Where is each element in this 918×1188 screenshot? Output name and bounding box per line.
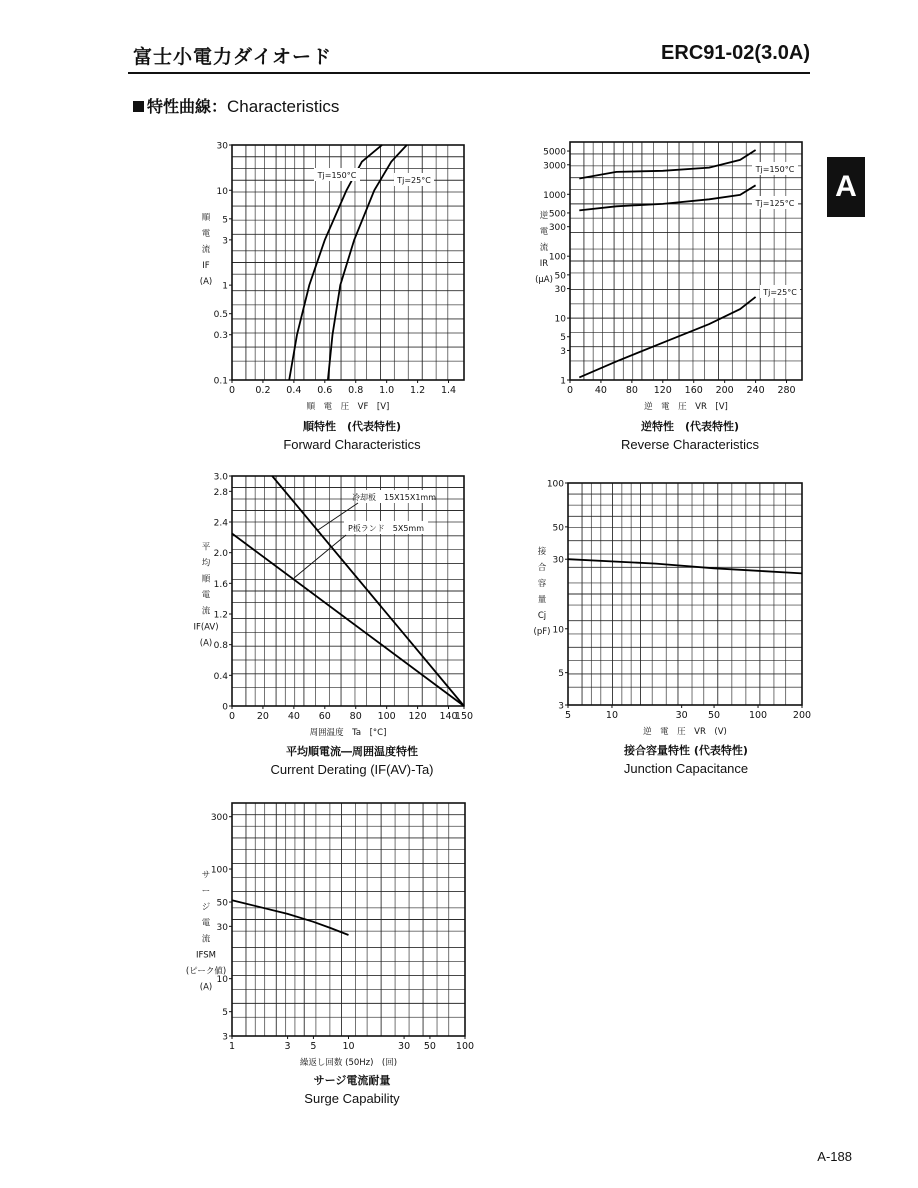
y-tick-label: 50 (552, 523, 564, 534)
forward-ylabel: (A) (199, 277, 213, 288)
capacitance-grid (568, 483, 802, 705)
derating-caption (222, 743, 482, 779)
x-tick-label: 50 (708, 710, 721, 721)
derating-ylabel: (A) (199, 638, 213, 649)
x-tick-label: 0 (566, 385, 574, 396)
y-tick-label: 100 (548, 252, 566, 263)
section-tab: A (827, 157, 865, 217)
y-tick-label: 30 (552, 555, 564, 566)
surge-caption-en: Surge Capability (304, 1091, 400, 1106)
x-tick-label: 0.2 (255, 385, 271, 396)
x-tick-label: 80 (625, 385, 638, 396)
y-tick-label: 1000 (543, 190, 566, 201)
derating-ylabel: 平 (201, 542, 211, 553)
y-tick-label: 10 (216, 186, 228, 197)
reverse-ylabel: 逆 (539, 211, 549, 222)
x-tick-label: 150 (454, 711, 474, 722)
x-tick-label: 100 (377, 711, 396, 722)
section-title-jp: 特性曲線： (147, 97, 228, 116)
reverse-caption-en: Reverse Characteristics (621, 437, 759, 452)
x-tick-label: 80 (349, 711, 362, 722)
y-tick-label: 3 (560, 346, 566, 357)
surge-series-line (232, 900, 349, 935)
x-tick-label: 60 (318, 711, 331, 722)
surge-ylabel: 電 (201, 918, 211, 929)
surge-grid (232, 803, 465, 1036)
reverse-chart (535, 142, 802, 412)
surge-ylabel: サ (201, 870, 211, 881)
surge-ylabel: ー (201, 886, 211, 897)
x-tick-label: 1.0 (379, 385, 395, 396)
capacitance-ylabel: 合 (537, 563, 547, 574)
forward-caption-jp: 順特性 (代表特性) (302, 420, 402, 433)
capacitance-series-line (568, 559, 802, 573)
y-tick-label: 5000 (543, 147, 566, 158)
x-tick-label: 1.4 (440, 385, 457, 396)
y-tick-label: 5 (222, 215, 228, 226)
reverse-ylabel: 流 (539, 243, 549, 254)
y-tick-label: 0.3 (213, 331, 228, 342)
x-tick-label: 200 (715, 385, 734, 396)
y-tick-label: 3.0 (213, 472, 228, 483)
y-tick-label: 5 (558, 669, 564, 680)
capacitance-ylabel: 接 (537, 547, 547, 558)
forward-caption (232, 418, 472, 454)
forward-xlabel: 順 電 圧 VF [V] (306, 402, 390, 412)
x-tick-label: 240 (746, 385, 765, 396)
page-number: A-188 (817, 1149, 852, 1164)
forward-ylabel: IF (202, 261, 210, 272)
series-label: Tj=150°C (317, 171, 357, 180)
y-tick-label: 3 (222, 236, 228, 247)
section-title-en: Characteristics (227, 97, 340, 116)
surge-ylabel: 流 (201, 934, 211, 945)
reverse-caption-jp: 逆特性 (代表特性) (640, 420, 740, 433)
capacitance-caption-en: Junction Capacitance (623, 761, 749, 776)
x-tick-label: 40 (287, 711, 300, 722)
series-label: Tj=25°C (763, 288, 797, 297)
derating-ylabel: IF(AV) (193, 622, 219, 633)
x-tick-label: 5 (310, 1041, 317, 1052)
capacitance-caption-jp: 接合容量特性 (代表特性) (624, 744, 748, 757)
surge-caption-jp: サージ電流耐量 (313, 1074, 391, 1087)
y-tick-label: 5 (222, 1008, 228, 1019)
x-tick-label: 30 (675, 710, 688, 721)
forward-ylabel: 順 (201, 213, 211, 224)
y-tick-label: 50 (554, 271, 566, 282)
y-tick-label: 2.0 (213, 549, 228, 560)
derating-xlabel: 周囲温度 Ta [°C] (309, 728, 387, 738)
y-tick-label: 0.1 (213, 376, 228, 387)
derating-caption-jp: 平均順電流―周囲温度特性 (286, 745, 418, 758)
reverse-ylabel: (μA) (535, 275, 553, 286)
derating-ylabel: 均 (201, 558, 211, 569)
part-number: ERC91-02(3.0A) (661, 42, 810, 64)
y-tick-label: 500 (548, 209, 566, 220)
capacitance-xlabel: 逆 電 圧 VR (V) (643, 727, 727, 737)
y-tick-label: 10 (554, 314, 566, 325)
x-tick-label: 5 (564, 710, 572, 721)
x-tick-label: 20 (256, 711, 269, 722)
series-label: Tj=150°C (755, 165, 795, 174)
forward-caption-en: Forward Characteristics (283, 437, 421, 452)
y-tick-label: 10 (552, 625, 564, 636)
derating-series-line (232, 534, 464, 707)
x-tick-label: 10 (605, 710, 619, 721)
surge-ylabel: (ピーク値) (185, 966, 227, 977)
reverse-caption (570, 418, 810, 454)
y-tick-label: 3000 (543, 161, 566, 172)
y-tick-label: 100 (210, 865, 228, 876)
x-tick-label: 160 (684, 385, 703, 396)
x-tick-label: 1 (228, 1041, 236, 1052)
forward-ylabel: 電 (201, 229, 211, 240)
x-tick-label: 0 (228, 385, 236, 396)
reverse-xlabel: 逆 電 圧 VR [V] (644, 402, 728, 412)
capacitance-ylabel: 量 (537, 595, 547, 606)
x-tick-label: 3 (284, 1041, 291, 1052)
derating-grid (232, 476, 464, 706)
capacitance-chart (534, 480, 812, 738)
capacitance-caption (566, 742, 806, 778)
series-label: Tj=25°C (397, 176, 431, 185)
surge-ylabel: (A) (199, 982, 213, 993)
x-tick-label: 0.4 (286, 385, 302, 396)
reverse-ylabel: IR (539, 259, 549, 270)
series-label: Tj=125°C (755, 199, 795, 208)
y-tick-label: 0.4 (213, 671, 228, 682)
surge-xlabel: 繰返し回数 (50Hz) (回) (299, 1058, 398, 1068)
capacitance-ylabel: 容 (537, 579, 547, 590)
header-title: 富士小電力ダイオード (133, 46, 333, 68)
capacitance-ylabel: (pF) (533, 627, 551, 638)
y-tick-label: 2.4 (213, 518, 228, 529)
y-tick-label: 30 (554, 285, 566, 296)
x-tick-label: 120 (653, 385, 672, 396)
y-tick-label: 1 (222, 281, 228, 292)
reverse-grid (570, 142, 802, 380)
y-tick-label: 50 (216, 898, 228, 909)
x-tick-label: 50 (423, 1041, 436, 1052)
x-tick-label: 280 (777, 385, 796, 396)
y-tick-label: 3 (222, 1032, 228, 1043)
x-tick-label: 30 (398, 1041, 411, 1052)
x-tick-label: 1.2 (410, 385, 426, 396)
surge-ylabel: IFSM (196, 950, 216, 961)
series-label: 冷却板 15X15X1mm (352, 493, 436, 502)
y-tick-label: 0.8 (213, 641, 228, 652)
y-tick-label: 300 (548, 223, 566, 234)
y-tick-label: 300 (210, 813, 228, 824)
capacitance-ylabel: Cj (537, 611, 547, 622)
y-tick-label: 100 (546, 479, 564, 490)
x-tick-label: 10 (342, 1041, 355, 1052)
derating-caption-en: Current Derating (IF(AV)-Ta) (270, 762, 434, 777)
x-tick-label: 0.8 (348, 385, 364, 396)
y-tick-label: 30 (216, 922, 228, 933)
surge-caption (232, 1072, 472, 1108)
x-tick-label: 200 (792, 710, 812, 721)
derating-ylabel: 順 (201, 574, 211, 585)
y-tick-label: 3 (558, 701, 564, 712)
y-tick-label: 1 (560, 376, 566, 387)
reverse-ylabel: 電 (539, 227, 549, 238)
y-tick-label: 1.6 (213, 579, 228, 590)
y-tick-label: 5 (560, 333, 566, 344)
surge-chart (186, 803, 474, 1068)
x-tick-label: 140 (439, 711, 458, 722)
derating-chart (193, 473, 473, 739)
derating-ylabel: 流 (201, 606, 211, 617)
derating-ylabel: 電 (201, 590, 211, 601)
y-tick-label: 0 (222, 702, 228, 713)
forward-chart (200, 142, 464, 413)
series-label: P板ランド 5X5mm (347, 524, 425, 533)
x-tick-label: 100 (748, 710, 768, 721)
x-tick-label: 0.6 (317, 385, 333, 396)
x-tick-label: 40 (594, 385, 607, 396)
y-tick-label: 10 (216, 975, 228, 986)
x-tick-label: 120 (408, 711, 427, 722)
y-tick-label: 0.5 (213, 310, 228, 321)
y-tick-label: 30 (216, 141, 228, 152)
surge-ylabel: ジ (201, 902, 211, 913)
x-tick-label: 0 (228, 711, 236, 722)
y-tick-label: 2.8 (213, 487, 228, 498)
y-tick-label: 1.2 (213, 610, 228, 621)
x-tick-label: 100 (455, 1041, 475, 1052)
forward-ylabel: 流 (201, 245, 211, 256)
